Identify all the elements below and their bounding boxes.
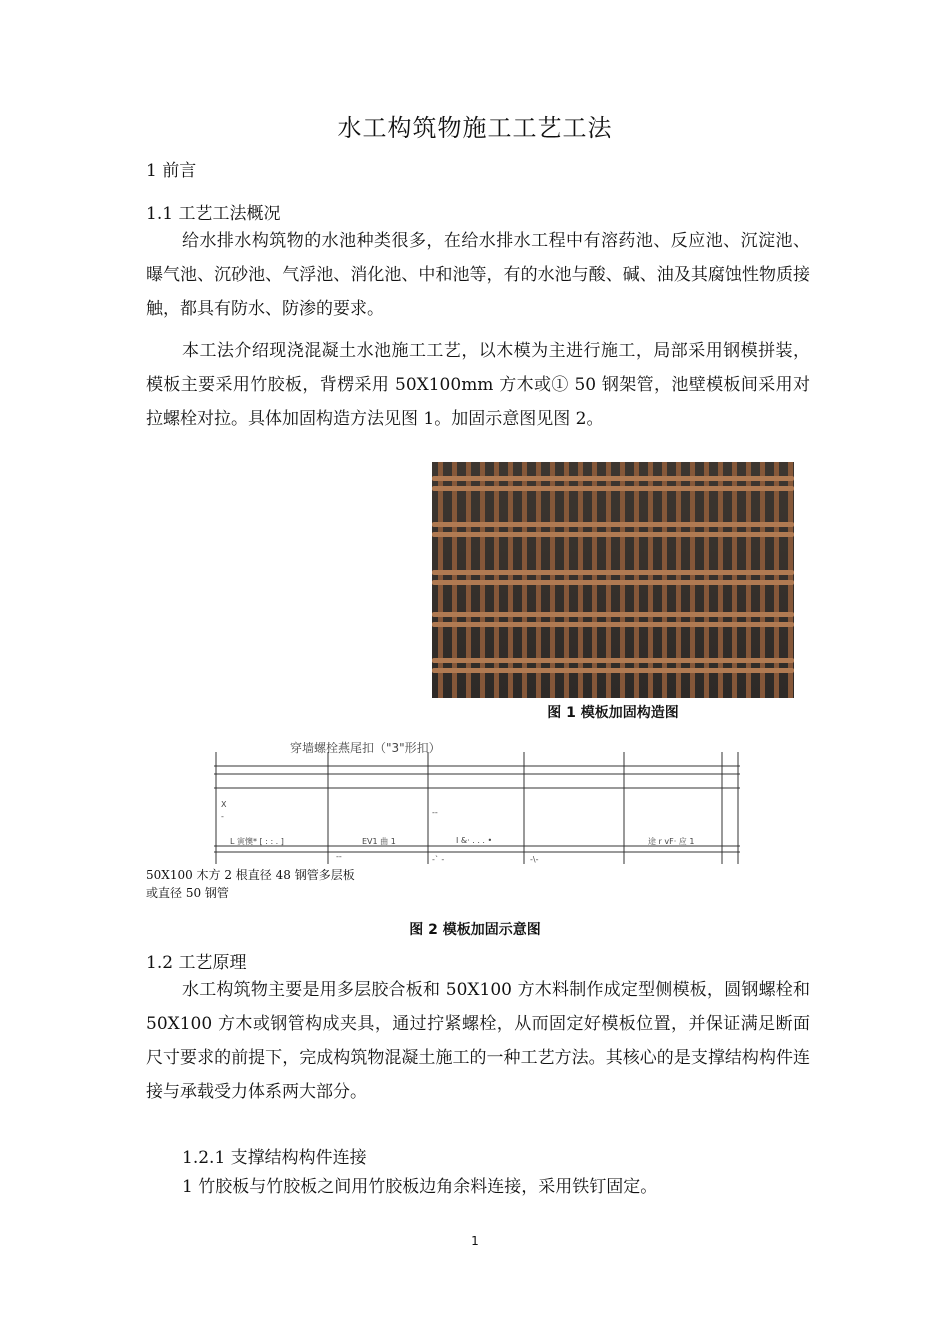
horizontal-bar [432,570,794,575]
section-heading-1-1: 1.1 工艺工法概况 [146,204,281,224]
diagram-label-2: EV1 曲 1 [362,837,396,846]
diagram-note-line-2: 或直径 50 钢管 [146,886,229,900]
horizontal-bar [432,622,794,627]
figure-1-caption: 图 1 模板加固构造图 [547,705,679,721]
diagram-top-label: 穿墙螺栓燕尾扣（"3"形扣） [290,741,441,755]
section-heading-1-2-1: 1.2.1 支撑结构构件连接 [182,1148,367,1168]
diagram-label-dash: - [221,812,224,821]
horizontal-bar [432,668,794,673]
diagram-label-3: I &· . . . • [456,836,493,845]
diagram-label-1: L 寅懊* [ : : . ] [230,837,284,846]
diagram-label-dash-2: -- [432,808,438,817]
horizontal-bar [432,658,794,663]
page-number: 1 [471,1234,479,1248]
paragraph-method: 本工法介绍现浇混凝土水池施工工艺，以木模为主进行施工，局部采用钢模拼装，模板主要采用竹胶板，背楞采用 50X100mm 方木或① 50 钢架管，池壁模板间采用对拉螺栓对拉。具体加固构造方法见图 1。加固示意图见图 2。 [146,341,810,429]
paragraph-overview: 给水排水构筑物的水池种类很多，在给水排水工程中有溶药池、反应池、沉淀池、曝气池、沉砂池、气浮池、消化池、中和池等，有的水池与酸、碱、油及其腐蚀性物质接触，都具有防水、防渗的要求。 [146,231,810,319]
diagram-label-4: 途 r vF· 应 1 [648,837,695,846]
paragraph-principle: 水工构筑物主要是用多层胶合板和 50X100 方木料制作成定型侧模板，圆钢螺栓和 50X100 方木或钢管构成夹具，通过拧紧螺栓，从而固定好模板位置，并保证满足断面尺寸要求的前提下，完成构筑物混凝土施工的一种工艺方法。其核心的是支撑结构构件连接与承载受力体系两大部分。 [146,980,810,1102]
section-heading-1-2: 1.2 工艺原理 [146,953,247,973]
horizontal-bar [432,522,794,527]
horizontal-bar [432,476,794,481]
horizontal-bar [432,532,794,537]
diagram-label-x: X [221,800,227,809]
horizontal-bar [432,486,794,491]
diagram-label-dash-4: -` - [432,855,445,864]
formwork-photo [432,462,794,698]
diagram-note-line-1: 50X100 木方 2 根直径 48 钢管多层板 [146,868,355,882]
diagram-label-dash-3: -- [336,852,342,861]
section-heading-1: 1 前言 [146,161,197,181]
horizontal-bar [432,580,794,585]
figure-2-caption: 图 2 模板加固示意图 [409,922,541,938]
diagram-label-dash-5: -\- [530,855,539,864]
page-title: 水工构筑物施工工艺工法 [337,114,613,142]
paragraph-connection: 1 竹胶板与竹胶板之间用竹胶板边角余料连接，采用铁钉固定。 [182,1177,658,1197]
horizontal-bar [432,612,794,617]
reinforcement-diagram [214,752,740,864]
